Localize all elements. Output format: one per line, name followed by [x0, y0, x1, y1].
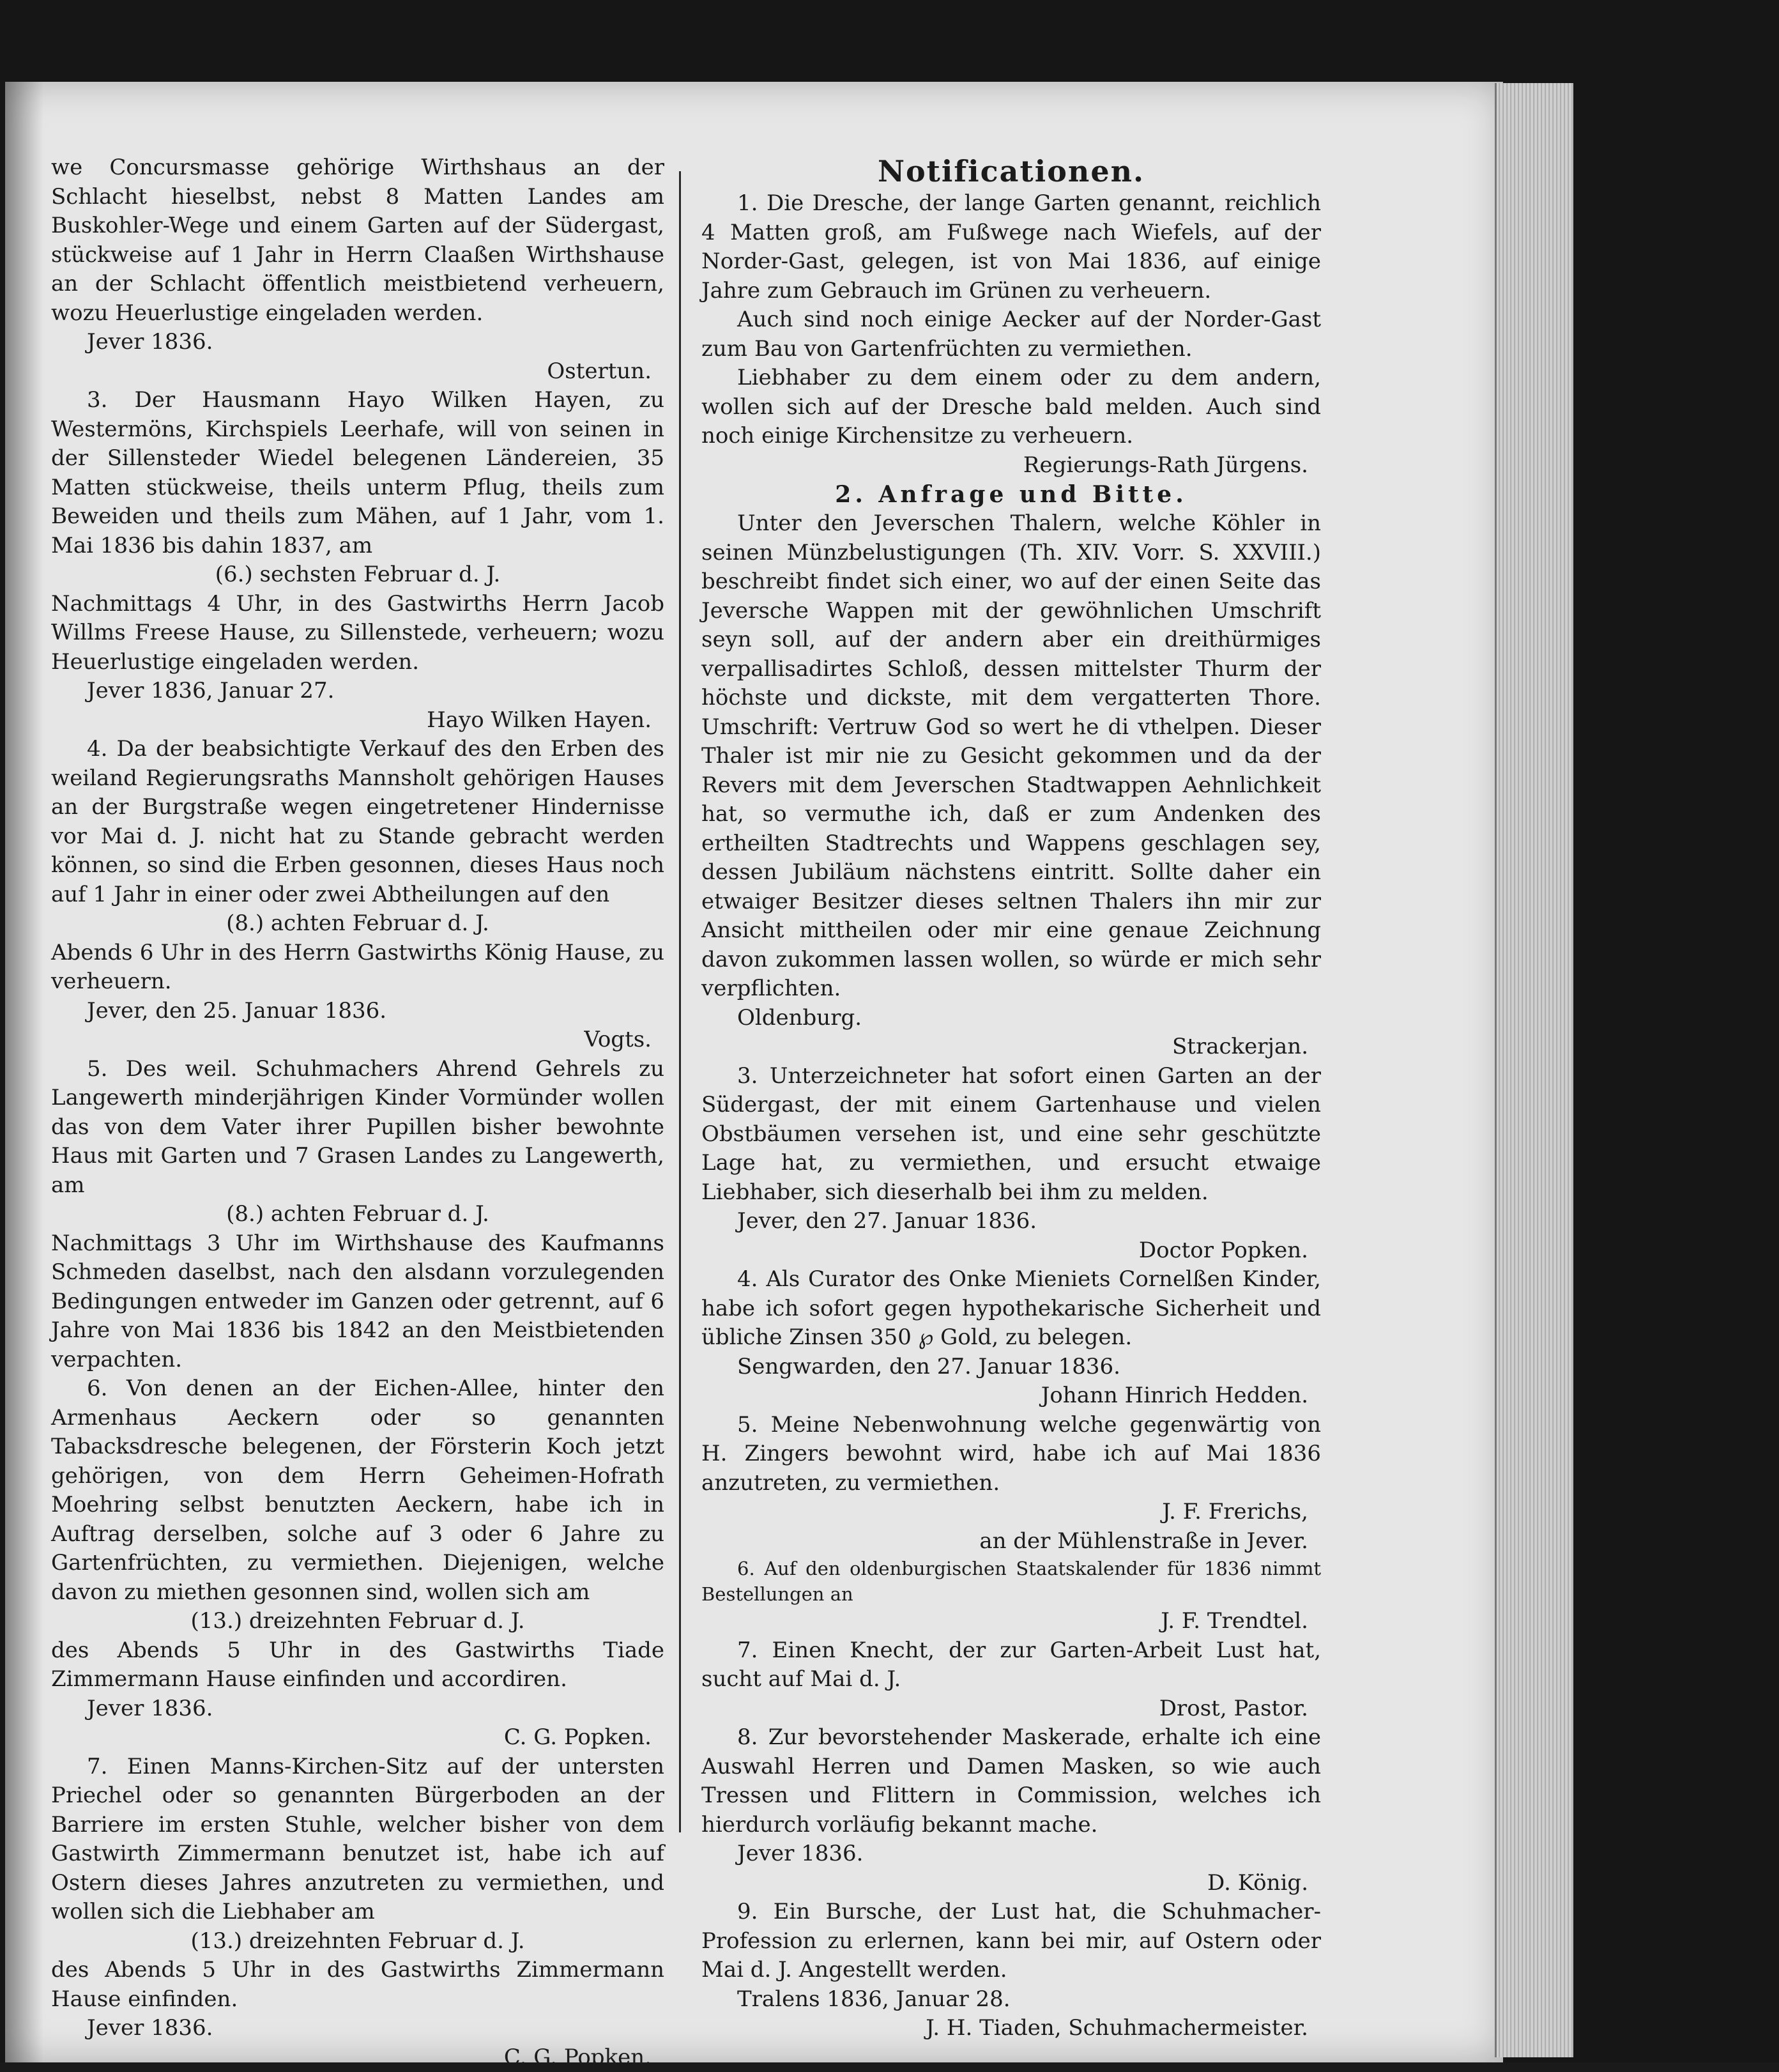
notification-4: 4. Als Curator des Onke Mieniets Cornelßen Kinder, habe ich sofort gegen hypothekarische Sicherheit und übliche Zinsen 350 ℘ Gold, zu belegen. [701, 1265, 1321, 1353]
notification-1: 1. Die Dresche, der lange Garten genannt, reichlich 4 Matten groß, am Fußwege nach Wiefels, auf der Norder-Gast, gelegen, ist von Mai 1836, auf einige Jahre zum Gebrauch im Grünen zu verheuern. [701, 189, 1321, 305]
signature: J. H. Tiaden, Schuhmachermeister. [701, 2014, 1321, 2043]
notice-7: 7. Einen Manns-Kirchen-Sitz auf der untersten Priechel oder so genannten Bürgerboden an der Barriere im ersten Stuhle, welcher bisher von dem Gastwirth Zimmermann benutzet ist, habe ich auf Ostern dieses Jahres anzutreten zu vermiethen, und wollen sich die Liebhaber am [51, 1753, 664, 1927]
notification-9: 9. Ein Bursche, der Lust hat, die Schuhmacher-Profession zu erlernen, kann bei mir, auf Ostern oder Mai d. J. Angestellt werden. [701, 1898, 1321, 1985]
column-rule [679, 171, 681, 1832]
signature: Ostertun. [51, 357, 664, 387]
section-heading: Notificationen. [701, 153, 1321, 189]
notification-2: Unter den Jeverschen Thalern, welche Köhler in seinen Münzbelustigungen (Th. XIV. Vorr. S. XXVIII.) beschreibt findet sich einer, wo auf der einen Seite das Jeversche Wappen mit der gewöhnlichen Umschrift seyn soll, auf der andern aber ein dreithürmiges verpallisadirtes Schloß, dessen mittelster Thurm der höchste und dickste, mit dem vergatterten Thore. Umschrift: Vertruw God so wert he di vthelpen. Dieser Thaler ist mir nie zu Gesicht gekommen und da der Revers mit dem Jeverschen Stadtwappen Aehnlichkeit hat, so vermuthe ich, daß er zum Andenken des ertheilten Stadtrechts und Wappens geschlagen sey, dessen Jubiläum nächstens eintritt. Sollte daher ein etwaiger Besitzer dieses seltnen Thalers ihn mir zur Ansicht mittheilen oder mir eine genaue Zeichnung davon zukommen lassen wollen, so würde er mich sehr verpflichten. [701, 509, 1321, 1004]
notice-4: 4. Da der beabsichtigte Verkauf des den Erben des weiland Regierungsraths Mannsholt gehörigen Hauses an der Burgstraße wegen eingetretener Hindernisse vor Mai d. J. nicht hat zu Stande gebracht werden können, so sind die Erben gesonnen, dieses Haus noch auf 1 Jahr in einer oder zwei Abtheilungen auf den [51, 735, 664, 909]
dateline: Jever 1836. [51, 2014, 664, 2043]
dateline: Tralens 1836, Januar 28. [701, 1985, 1321, 2014]
notice-4-cont: Abends 6 Uhr in des Herrn Gastwirths König Hause, zu verheuern. [51, 939, 664, 997]
dateline: Jever 1836. [701, 1839, 1321, 1869]
notice-6-cont: des Abends 5 Uhr in des Gastwirths Tiade Zimmermann Hause einfinden und accordiren. [51, 1636, 664, 1694]
notice-5: 5. Des weil. Schuhmachers Ahrend Gehrels zu Langewerth minderjährigen Kinder Vormünder wollen das von dem Vater ihrer Pupillen bisher bewohnte Haus mit Garten und 7 Grasen Landes zu Langewerth, am [51, 1055, 664, 1201]
notice-7-cont: des Abends 5 Uhr in des Gastwirths Zimmermann Hause einfinden. [51, 1956, 664, 2014]
place: Oldenburg. [701, 1004, 1321, 1033]
notice-6: 6. Von denen an der Eichen-Allee, hinter den Armenhaus Aeckern oder so genannten Tabacksdresche belegenen, der Försterin Koch jetzt gehörigen, von dem Herrn Geheimen-Hofrath Moehring selbst benutzten Aeckern, habe ich in Auftrag derselben, solche auf 3 oder 6 Jahre zu Gartenfrüchten, zu vermiethen. Diejenigen, welche davon zu miethen gesonnen sind, wollen sich am [51, 1374, 664, 1607]
signature: Hayo Wilken Hayen. [51, 706, 664, 735]
notice-3: 3. Der Hausmann Hayo Wilken Hayen, zu Westermöns, Kirchspiels Leerhafe, will von seinen in der Sillensteder Wiedel belegenen Ländereien, 35 Matten stückweise, theils unterm Pflug, theils zum Beweiden und theils zum Mähen, auf 1 Jahr, vom 1. Mai 1836 bis dahin 1837, am [51, 386, 664, 560]
signature: J. F. Frerichs, [701, 1498, 1321, 1527]
signature: J. F. Trendtel. [701, 1607, 1321, 1636]
signature: C. G. Popken. [51, 2043, 664, 2072]
signature: Johann Hinrich Hedden. [701, 1381, 1321, 1411]
left-column [51, 153, 664, 2072]
dateline: Sengwarden, den 27. Januar 1836. [701, 1353, 1321, 1382]
dateline: Jever 1836. [51, 328, 664, 357]
subsection-heading: 2. Anfrage und Bitte. [701, 480, 1321, 509]
notice-continuation: we Concursmasse gehörige Wirthshaus an der Schlacht hieselbst, nebst 8 Matten Landes am Buskohler-Wege und einem Garten auf der Südergast, stückweise auf 1 Jahr in Herrn Claaßen Wirthshause an der Schlacht öffentlich meistbietend verheuern, wozu Heuerlustige eingeladen werden. [51, 153, 664, 328]
notification-7: 7. Einen Knecht, der zur Garten-Arbeit Lust hat, sucht auf Mai d. J. [701, 1636, 1321, 1694]
signature: D. König. [701, 1869, 1321, 1898]
right-column [701, 153, 1321, 2043]
auction-date: (13.) dreizehnten Februar d. J. [51, 1607, 664, 1636]
page-edges [1495, 83, 1573, 2057]
auction-date: (8.) achten Februar d. J. [51, 909, 664, 939]
notification-1-b: Auch sind noch einige Aecker auf der Norder-Gast zum Bau von Gartenfrüchten zu vermiethen. [701, 305, 1321, 364]
notice-3-cont: Nachmittags 4 Uhr, in des Gastwirths Herrn Jacob Willms Freese Hause, zu Sillenstede, verheuern; wozu Heuerlustige eingeladen werden. [51, 590, 664, 677]
notification-3: 3. Unterzeichneter hat sofort einen Garten an der Südergast, der mit einem Gartenhause und vielen Obstbäumen versehen ist, und eine sehr geschützte Lage hat, zu vermiethen, und ersucht etwaige Liebhaber, sich dieserhalb bei ihm zu melden. [701, 1062, 1321, 1208]
binding-shadow [5, 82, 43, 2062]
auction-date: (8.) achten Februar d. J. [51, 1200, 664, 1229]
notification-1-c: Liebhaber zu dem einem oder zu dem andern, wollen sich auf der Dresche bald melden. Auch sind noch einige Kirchensitze zu verheuern. [701, 364, 1321, 451]
notification-8: 8. Zur bevorstehender Maskerade, erhalte ich eine Auswahl Herren und Damen Masken, so wie auch Tressen und Flittern in Commission, welches ich hierdurch vorläufig bekannt mache. [701, 1723, 1321, 1839]
auction-date: (13.) dreizehnten Februar d. J. [51, 1927, 664, 1956]
notification-6: 6. Auf den oldenburgischen Staatskalender für 1836 nimmt Bestellungen an [701, 1556, 1321, 1607]
dateline: Jever, den 25. Januar 1836. [51, 997, 664, 1026]
signature: Regierungs-Rath Jürgens. [701, 451, 1321, 480]
signature: C. G. Popken. [51, 1723, 664, 1753]
notification-5: 5. Meine Nebenwohnung welche gegenwärtig von H. Zingers bewohnt wird, habe ich auf Mai 1836 anzutreten, zu vermiethen. [701, 1411, 1321, 1498]
signature: Strackerjan. [701, 1032, 1321, 1062]
signature: Drost, Pastor. [701, 1694, 1321, 1724]
notice-5-cont: Nachmittags 3 Uhr im Wirthshause des Kaufmanns Schmeden daselbst, nach den alsdann vorzulegenden Bedingungen entweder im Ganzen oder getrennt, auf 6 Jahre von Mai 1836 bis 1842 an den Meistbietenden verpachten. [51, 1229, 664, 1375]
dateline: Jever 1836, Januar 27. [51, 677, 664, 706]
dateline: Jever, den 27. Januar 1836. [701, 1207, 1321, 1236]
signature-address: an der Mühlenstraße in Jever. [701, 1527, 1321, 1556]
auction-date: (6.) sechsten Februar d. J. [51, 560, 664, 590]
dateline: Jever 1836. [51, 1694, 664, 1724]
signature: Vogts. [51, 1025, 664, 1055]
signature: Doctor Popken. [701, 1236, 1321, 1266]
